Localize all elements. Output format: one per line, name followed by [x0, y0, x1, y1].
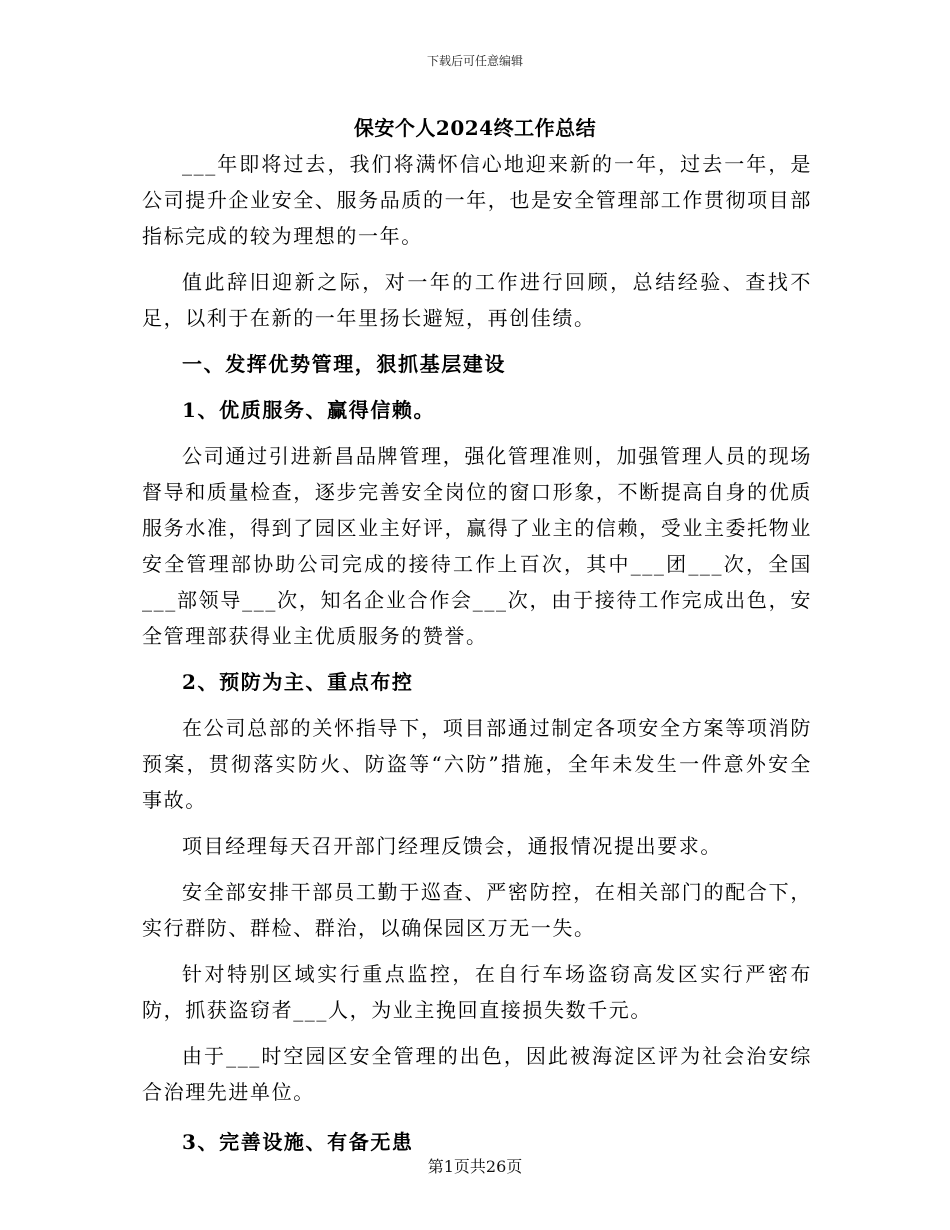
paragraph-service: 公司通过引进新昌品牌管理，强化管理准则，加强管理人员的现场督导和质量检查，逐步完善安全岗位的窗口形象，不断提高自身的优质服务水准，得到了园区业主好评，赢得了业主的信赖，受业主委托物业安全管理部协助公司完成的接待工作上百次，其中___团___次，全国___部领导___次，知名企业合作会___次，由于接待工作完成出色，安全管理部获得业主优质服务的赞誉。: [142, 444, 812, 648]
paragraph-patrol: 安全部安排干部员工勤于巡查、严密防控，在相关部门的配合下，实行群防、群检、群治，以确保园区万无一失。: [142, 880, 812, 940]
document-body: [142, 146, 812, 1160]
paragraph-intro: ___年即将过去，我们将满怀信心地迎来新的一年，过去一年，是公司提升企业安全、服务品质的一年，也是安全管理部工作贯彻项目部指标完成的较为理想的一年。: [142, 152, 812, 248]
section-heading-1: 一、发挥优势管理，狠抓基层建设: [182, 352, 506, 376]
subheading-2: 2、预防为主、重点布控: [182, 670, 414, 694]
header-note: 下载后可任意编辑: [426, 54, 523, 68]
subheading-1: 1、优质服务、赢得信赖。: [182, 398, 436, 422]
page-footer: 第1页共26页: [427, 1157, 523, 1176]
paragraph-prevention: 在公司总部的关怀指导下，项目部通过制定各项安全方案等项消防预案，贯彻落实防火、防盗等“六防”措施，全年未发生一件意外安全事故。: [142, 716, 812, 812]
paragraph-review: 值此辞旧迎新之际，对一年的工作进行回顾，总结经验、查找不足，以利于在新的一年里扬长避短，再创佳绩。: [142, 270, 812, 330]
paragraph-meeting: 项目经理每天召开部门经理反馈会，通报情况提出要求。: [182, 834, 722, 858]
subheading-3: 3、完善设施、有备无患: [182, 1130, 414, 1154]
paragraph-monitoring: 针对特别区域实行重点监控，在自行车场盗窃高发区实行严密布防，抓获盗窃者___人，为业主挽回直接损失数千元。: [142, 962, 812, 1022]
paragraph-award: 由于___时空园区安全管理的出色，因此被海淀区评为社会治安综合治理先进单位。: [142, 1044, 812, 1104]
document-title: 保安个人2024终工作总结: [353, 116, 597, 140]
